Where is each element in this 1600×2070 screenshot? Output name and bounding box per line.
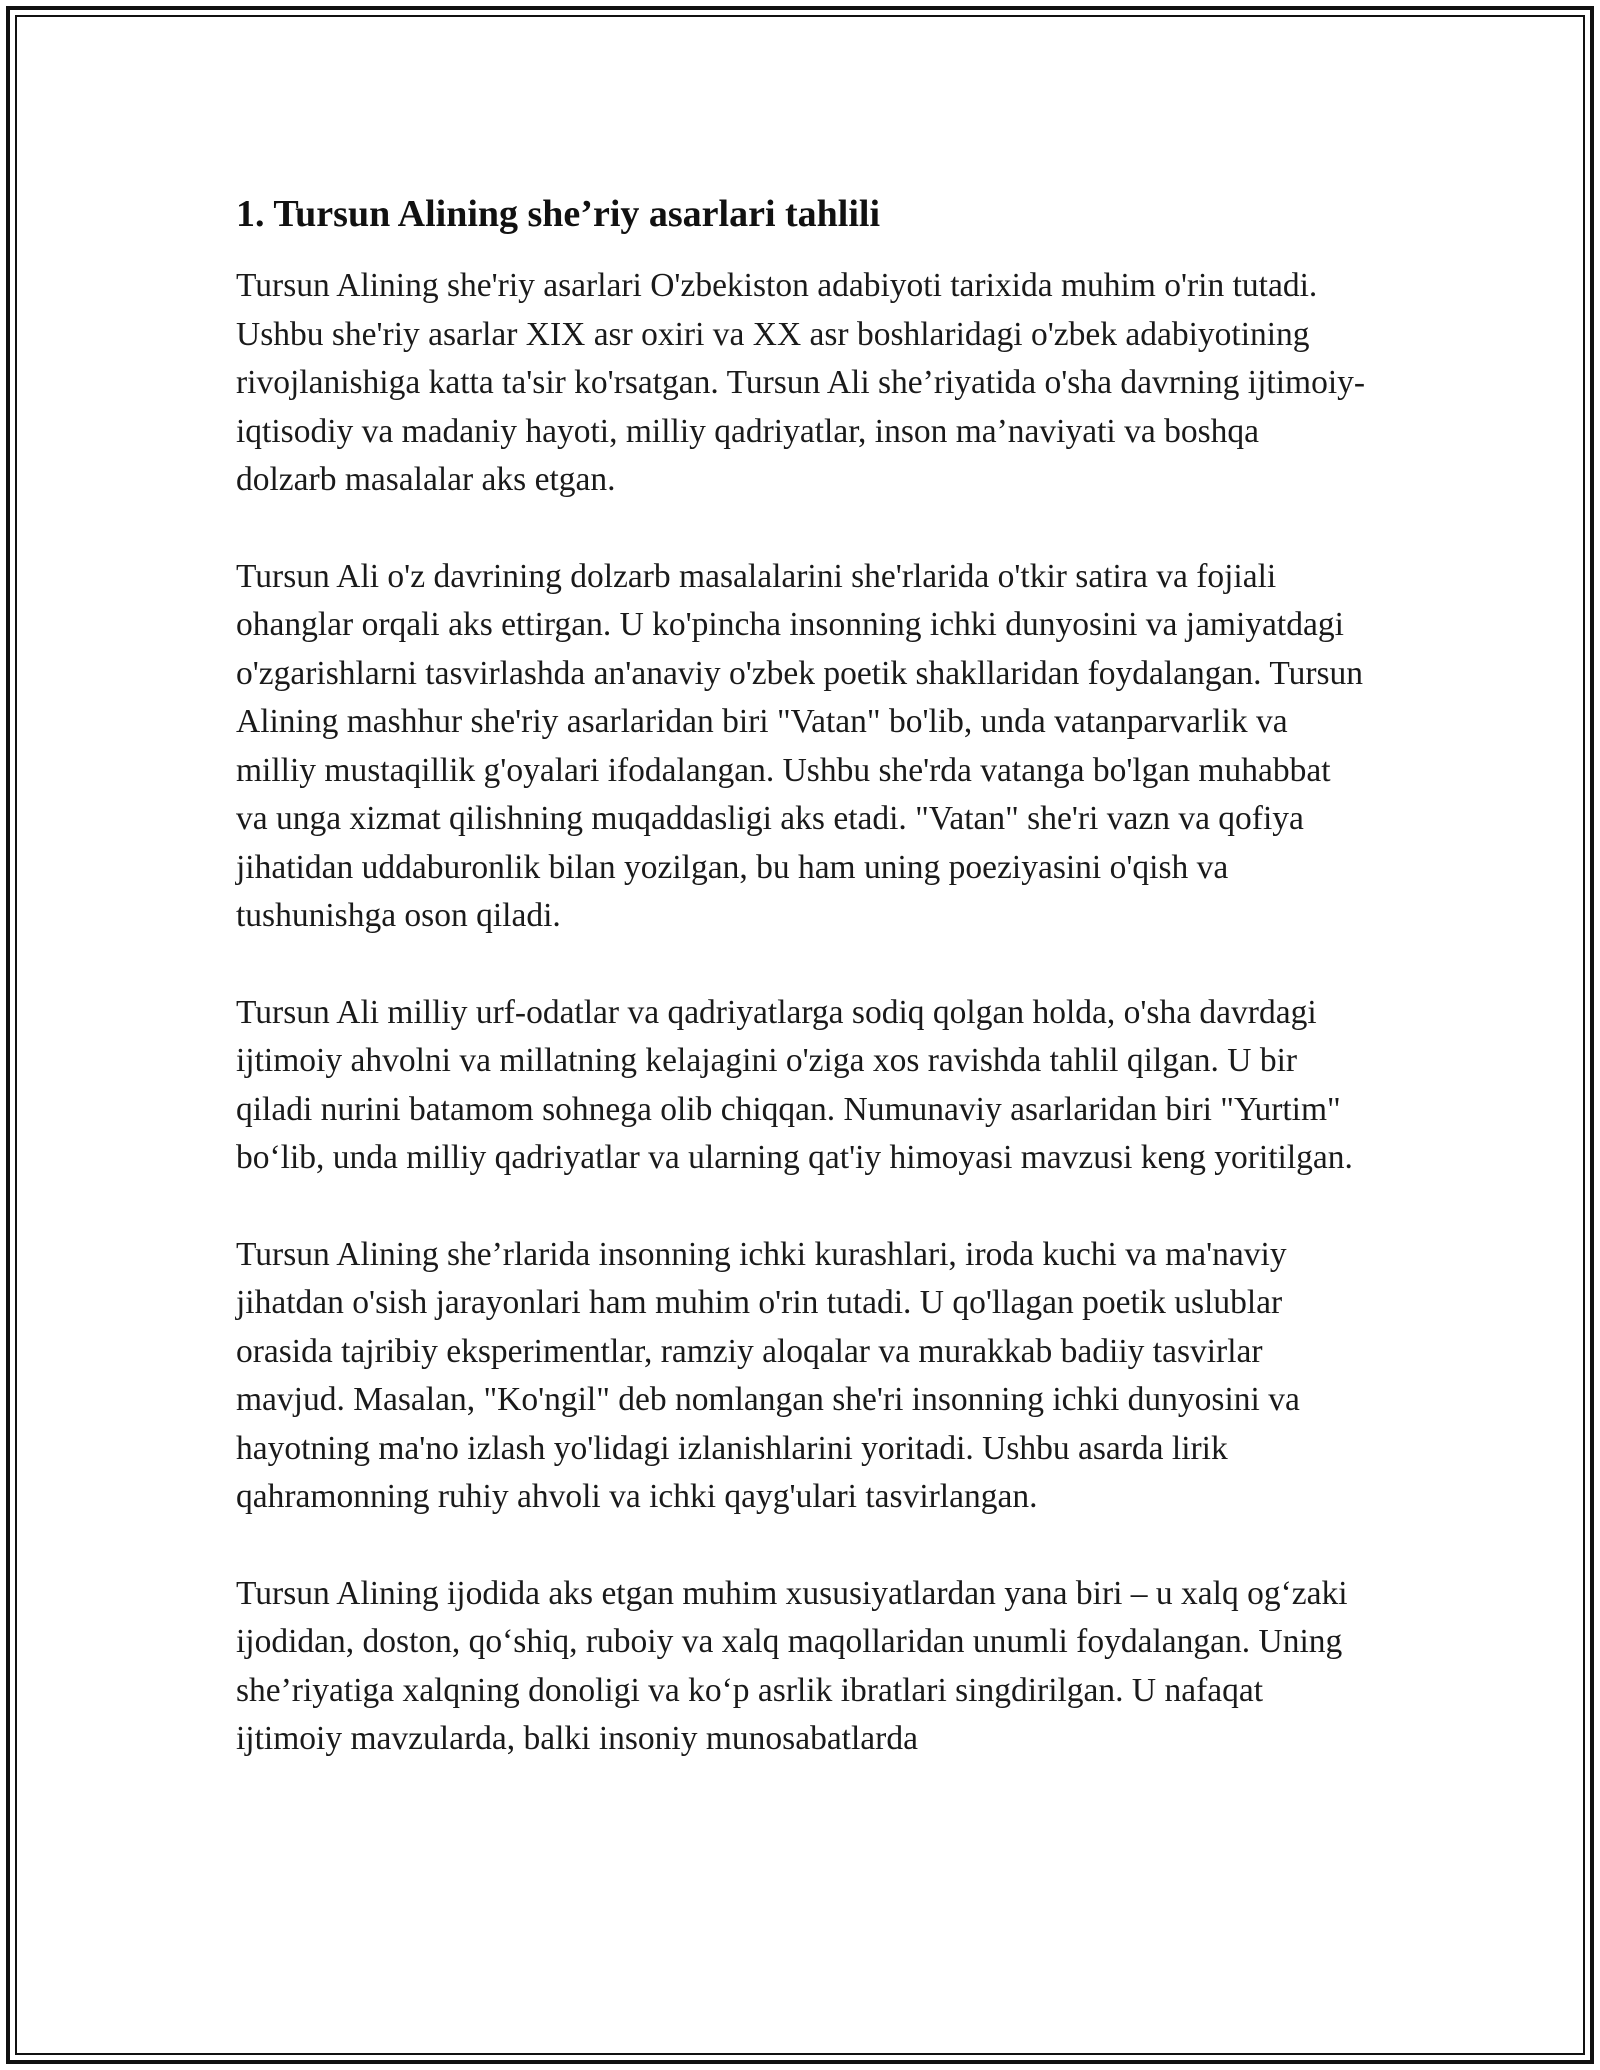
section-heading: 1. Tursun Alining she’riy asarlari tahlili (236, 193, 881, 235)
paragraph: Tursun Alining ijodida aks etgan muhim xususiyatlardan yana biri – u xalq og‘zaki ijodidan, doston, qo‘shiq, ruboiy va xalq maqollaridan unumli foydalangan. Uning she’riyatiga xalqning donoligi va ko‘p asrlik ibratlari singdirilgan. U nafaqat ijtimoiy mavzularda, balki insoniy munosabatlarda (236, 1574, 1348, 1757)
document-body (236, 190, 1366, 1812)
paragraph: Tursun Alining she’rlarida insonning ichki kurashlari, iroda kuchi va ma'naviy jihatdan o'sish jarayonlari ham muhim o'rin tutadi. U qo'llagan poetik uslublar orasida tajribiy eksperimentlar, ramziy aloqalar va murakkab badiiy tasvirlar mavjud. Masalan, "Ko'ngil" deb nomlangan she'ri insonning ichki dunyosini va hayotning ma'no izlash yo'lidagi izlanishlarini yoritadi. Ushbu asarda lirik qahramonning ruhiy ahvoli va ichki qayg'ulari tasvirlangan. (236, 1235, 1300, 1515)
paragraph: Tursun Alining she'riy asarlari O'zbekiston adabiyoti tarixida muhim o'rin tutadi. Ushbu she'riy asarlar XIX asr oxiri va XX asr boshlaridagi o'zbek adabiyotining rivojlanishiga katta ta'sir ko'rsatgan. Tursun Ali she’riyatida o'sha davrning ijtimoiy-iqtisodiy va madaniy hayoti, milliy qadriyatlar, inson ma’naviyati va boshqa dolzarb masalalar aks etgan. (236, 267, 1366, 498)
paragraph: Tursun Ali milliy urf-odatlar va qadriyatlarga sodiq qolgan holda, o'sha davrdagi ijtimoiy ahvolni va millatning kelajagini o'ziga xos ravishda tahlil qilgan. U bir qiladi nurini batamom sohnega olib chiqqan. Numunaviy asarlaridan biri "Yurtim" bo‘lib, unda milliy qadriyatlar va ularning qat'iy himoyasi mavzusi keng yoritilgan. (236, 993, 1353, 1176)
paragraph: Tursun Ali o'z davrining dolzarb masalalarini she'rlarida o'tkir satira va fojiali ohanglar orqali aks ettirgan. U ko'pincha insonning ichki dunyosini va jamiyatdagi o'zgarishlarni tasvirlashda an'anaviy o'zbek poetik shakllaridan foydalangan. Tursun Alining mashhur she'riy asarlaridan biri "Vatan" bo'lib, unda vatanparvarlik va milliy mustaqillik g'oyalari ifodalangan. Ushbu she'rda vatanga bo'lgan muhabbat va unga xizmat qilishning muqaddasligi aks etadi. "Vatan" she'ri vazn va qofiya jihatidan uddaburonlik bilan yozilgan, bu ham uning poeziyasini o'qish va tushunishga oson qiladi. (236, 557, 1364, 934)
